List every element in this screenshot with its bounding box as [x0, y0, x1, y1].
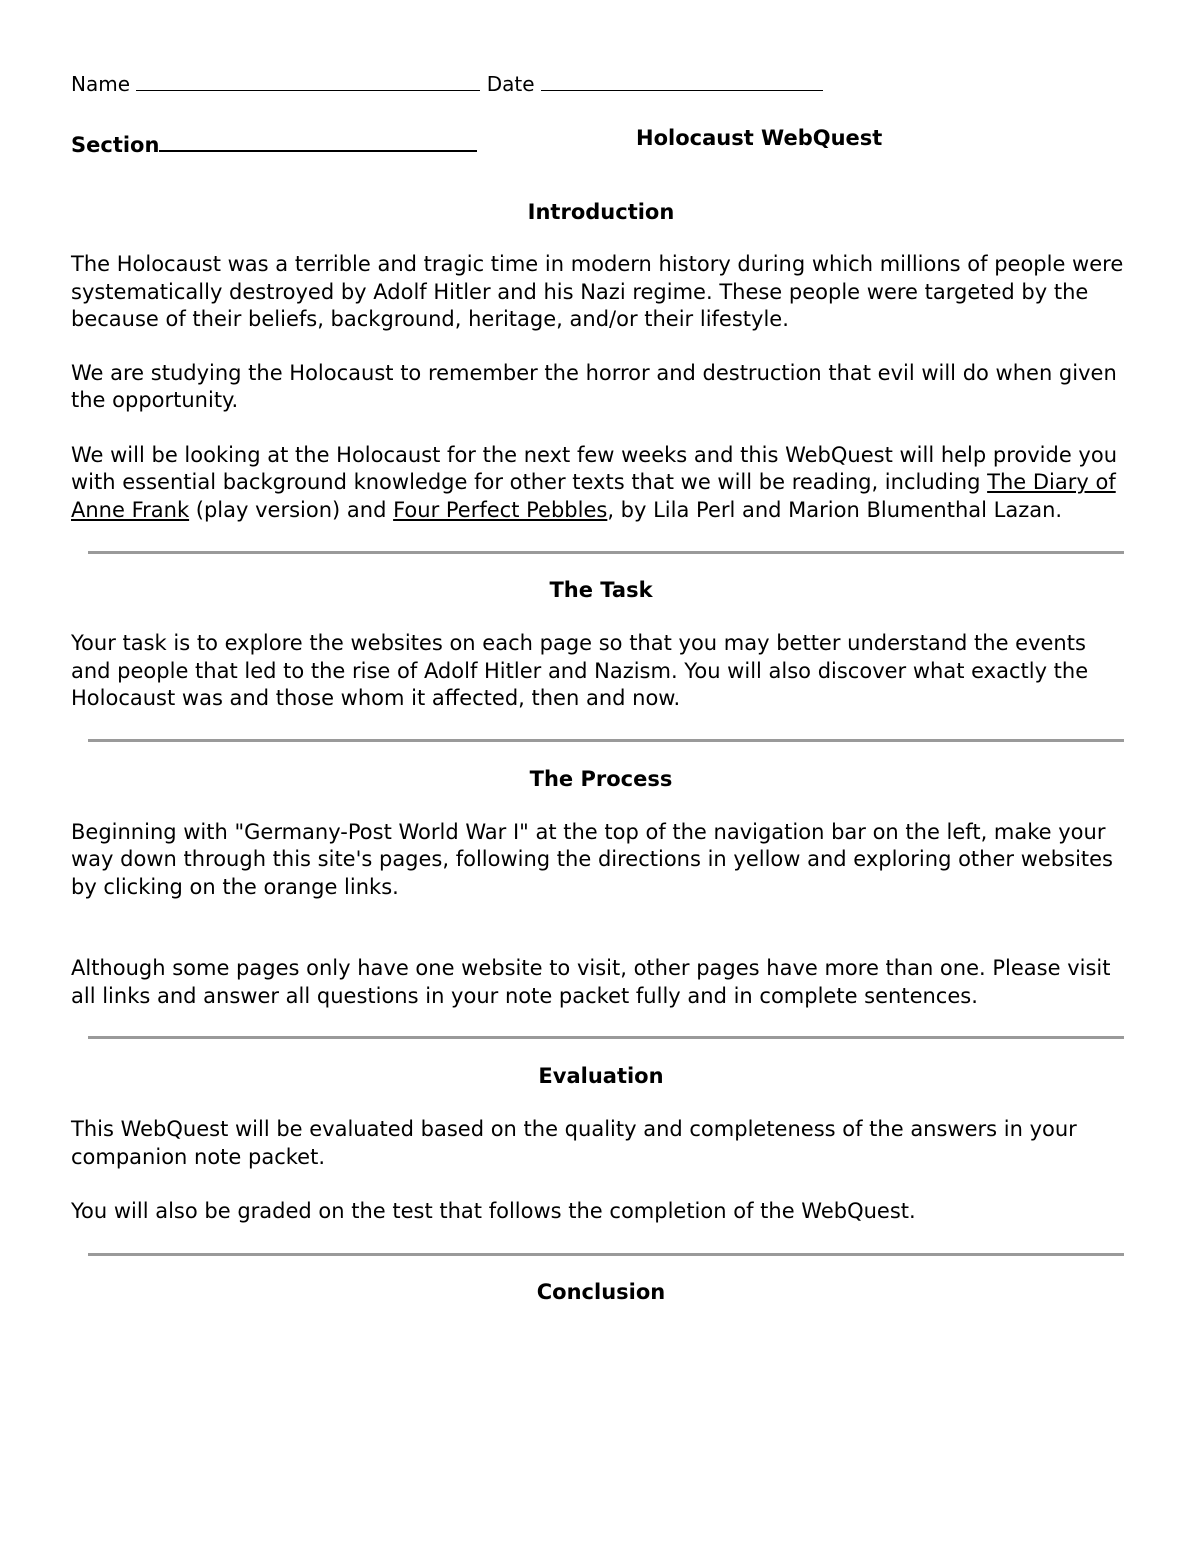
- section-label: Section: [71, 133, 160, 157]
- book-title-four-perfect-pebbles: Four Perfect Pebbles: [393, 497, 608, 522]
- date-label: Date: [486, 72, 535, 96]
- name-date-row: [71, 68, 1131, 99]
- section-divider: [88, 1253, 1124, 1256]
- section-divider: [88, 551, 1124, 554]
- worksheet-page: [71, 68, 1131, 1307]
- evaluation-heading: Evaluation: [538, 1064, 664, 1088]
- introduction-paragraph-1: The Holocaust was a terrible and tragic time in modern history during which millions of people were systematically destroyed by Adolf Hitler and his Nazi regime. These people were targeted by the because of their beliefs, background, heritage, and/or their lifestyle.: [71, 252, 1124, 331]
- section-title-row: [71, 126, 1131, 158]
- document-title: Holocaust WebQuest: [636, 126, 883, 150]
- book-title-anne-frank: The Diary of Anne Frank: [71, 470, 1116, 522]
- introduction-heading: Introduction: [527, 200, 675, 224]
- name-label: Name: [71, 72, 131, 96]
- evaluation-paragraph-1: This WebQuest will be evaluated based on the quality and completeness of the answers in your companion note packet.: [71, 1117, 1077, 1169]
- introduction-paragraph-3: [71, 442, 1131, 525]
- intro-p3-text-c: , by Lila Perl and Marion Blumenthal Lazan.: [607, 497, 1063, 522]
- intro-p3-text-a: We will be looking at the Holocaust for the next few weeks and this WebQuest will help provide you with essential background knowledge for other texts that we will be reading, including: [71, 442, 1118, 494]
- section-divider: [88, 739, 1124, 742]
- task-heading: The Task: [549, 578, 653, 602]
- process-paragraph-1: Beginning with "Germany-Post World War I" at the top of the navigation bar on the left, make your way down through this site's pages, following the directions in yellow and exploring other websites by clicking on the orange links.: [71, 819, 1114, 899]
- section-blank-line: [159, 126, 477, 152]
- introduction-paragraph-2: We are studying the Holocaust to remember the horror and destruction that evil will do when given the opportunity.: [71, 360, 1117, 412]
- process-heading: The Process: [529, 766, 673, 791]
- date-blank-line: [541, 68, 823, 91]
- task-paragraph-1: Your task is to explore the websites on each page so that you may better understand the events and people that led to the rise of Adolf Hitler and Nazism. You will also discover what exactly the Holocaust was and those whom it affected, then and now.: [71, 631, 1089, 710]
- conclusion-heading: Conclusion: [536, 1279, 666, 1304]
- evaluation-paragraph-2: You will also be graded on the test that follows the completion of the WebQuest.: [71, 1199, 916, 1223]
- name-blank-line: [136, 68, 480, 91]
- process-paragraph-2: Although some pages only have one website to visit, other pages have more than one. Please visit all links and answer all questions in your note packet fully and in complete sentences.: [71, 956, 1111, 1008]
- intro-p3-text-b: (play version) and: [189, 497, 394, 522]
- section-divider: [88, 1036, 1124, 1039]
